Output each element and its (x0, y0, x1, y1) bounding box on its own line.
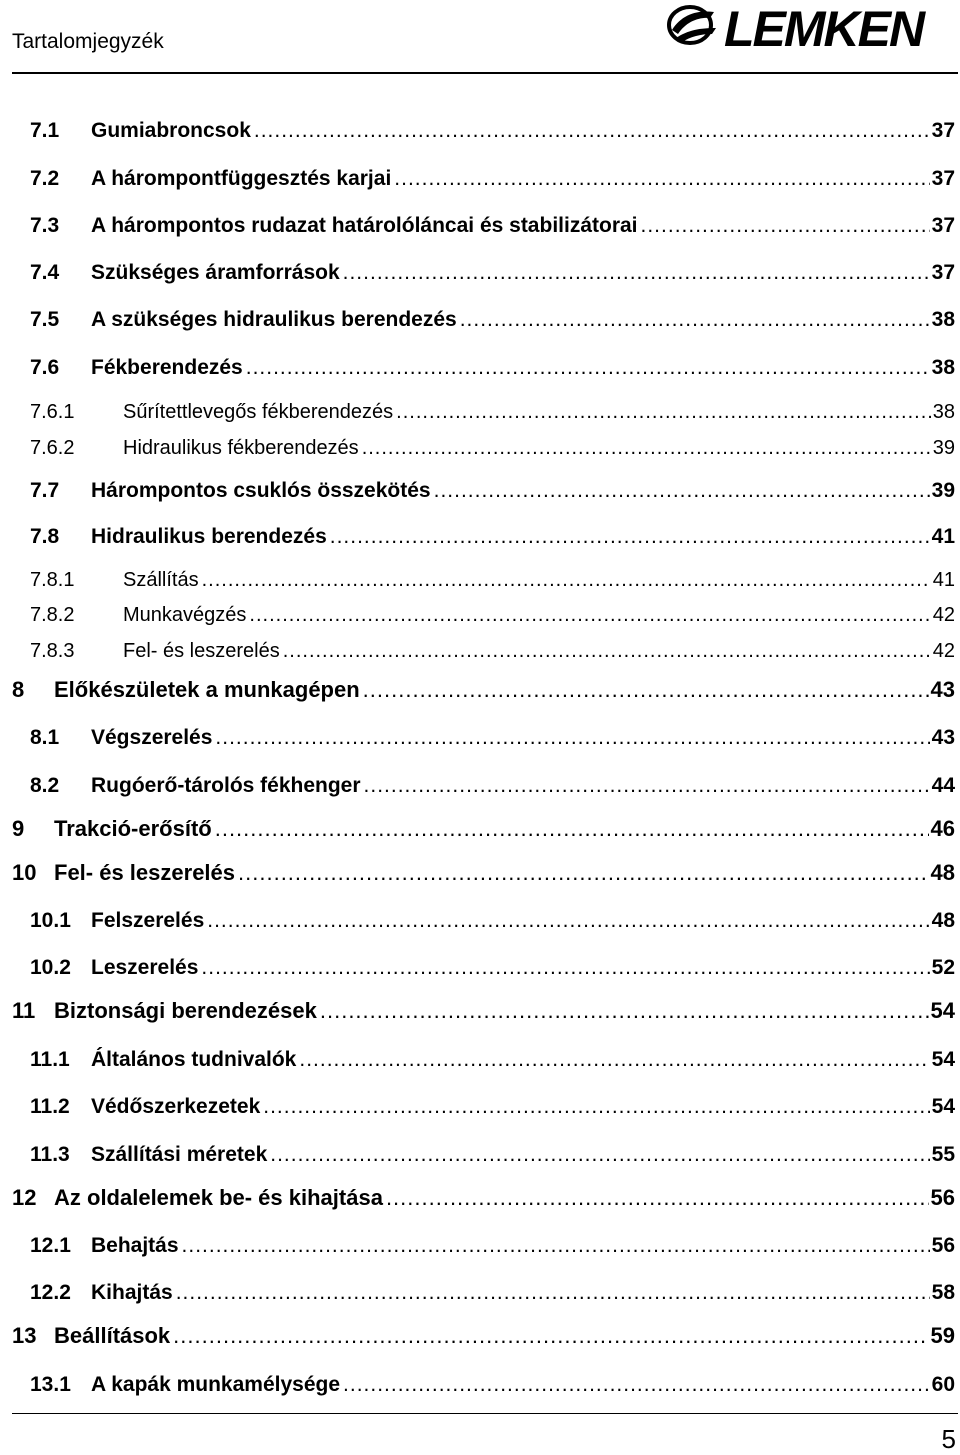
toc-entry-title: Fel- és leszerelés (54, 860, 236, 885)
toc-entry-page: 37 (931, 167, 955, 190)
toc-entry-title: Biztonsági berendezések (54, 998, 317, 1023)
toc-entry-number: 12.2 (30, 1281, 71, 1304)
page-header-title: Tartalomjegyzék (12, 30, 164, 53)
toc-entry-page: 43 (930, 677, 955, 702)
toc-entry-number: 9 (12, 816, 25, 841)
toc-entry-title: Felszerelés (91, 909, 205, 932)
toc-entry-title: Szállítási méretek (91, 1143, 268, 1166)
footer-divider (12, 1413, 958, 1414)
toc-dot-leader (201, 955, 929, 981)
toc-entry-title: Leszerelés (91, 956, 199, 979)
toc-dot-leader (270, 1142, 929, 1168)
toc-entry-page: 60 (931, 1373, 955, 1396)
toc-entry-number: 7.3 (30, 214, 60, 237)
toc-entry-title: Szükséges áramforrások (91, 261, 340, 284)
toc-entry-page: 37 (931, 214, 955, 237)
toc-entry-title: Általános tudnivalók (91, 1048, 297, 1071)
toc-entry-page: 52 (931, 956, 955, 979)
toc-entry-number: 11.2 (30, 1095, 70, 1118)
toc-entry-page: 56 (931, 1234, 955, 1257)
toc-dot-leader (246, 355, 930, 381)
toc-entry-number: 7.6.1 (30, 401, 75, 423)
toc-entry-title: Végszerelés (91, 726, 213, 749)
toc-dot-leader (254, 118, 930, 144)
toc-entry-title: A kapák munkamélysége (91, 1373, 341, 1396)
toc-entry-title: A szükséges hidraulikus berendezés (91, 308, 457, 331)
toc-dot-leader (386, 1185, 929, 1211)
toc-entry[interactable] (12, 1323, 955, 1349)
toc-entry-page: 54 (931, 1048, 955, 1071)
toc-entry-page: 48 (931, 909, 955, 932)
toc-entry-number: 7.8 (30, 525, 60, 548)
toc-entry-number: 10.2 (30, 956, 71, 979)
toc-entry[interactable] (30, 1233, 955, 1259)
toc-dot-leader (641, 213, 930, 239)
toc-entry-number: 13 (12, 1323, 37, 1348)
toc-entry[interactable] (30, 524, 955, 550)
toc-entry[interactable] (30, 567, 955, 593)
toc-dot-leader (215, 725, 929, 751)
page-number: 5 (941, 1424, 956, 1454)
toc-entry-title: Hidraulikus fékberendezés (123, 437, 359, 459)
toc-dot-leader (434, 478, 930, 504)
toc-dot-leader (215, 816, 929, 842)
toc-dot-leader (202, 567, 931, 593)
toc-entry-page: 55 (931, 1143, 955, 1166)
toc-dot-leader (173, 1323, 928, 1349)
toc-entry[interactable] (30, 773, 955, 799)
toc-entry-number: 7.7 (30, 479, 60, 502)
toc-entry-title: Hidraulikus berendezés (91, 525, 327, 548)
toc-entry-number: 8.2 (30, 774, 60, 797)
toc-entry-page: 56 (930, 1185, 955, 1210)
toc-entry[interactable] (30, 307, 955, 333)
toc-entry[interactable] (30, 478, 955, 504)
toc-entry[interactable] (30, 399, 955, 425)
toc-entry-number: 7.8.3 (30, 640, 75, 662)
toc-entry[interactable] (30, 213, 955, 239)
toc-entry[interactable] (30, 638, 955, 664)
toc-entry-number: 8.1 (30, 726, 60, 749)
toc-entry-title: Fel- és leszerelés (123, 640, 280, 662)
toc-dot-leader (238, 860, 929, 886)
toc-entry-title: A hárompontfüggesztés karjai (91, 167, 392, 190)
toc-entry-number: 7.8.2 (30, 604, 75, 626)
toc-dot-leader (330, 524, 930, 550)
toc-entry[interactable] (30, 260, 955, 286)
toc-entry-number: 10.1 (30, 909, 71, 932)
toc-dot-leader (263, 1094, 929, 1120)
toc-entry-number: 11.3 (30, 1143, 70, 1166)
toc-dot-leader (320, 998, 929, 1024)
toc-entry[interactable] (12, 677, 955, 703)
toc-dot-leader (176, 1280, 930, 1306)
toc-entry-number: 7.6 (30, 356, 60, 379)
toc-dot-leader (364, 773, 930, 799)
toc-entry-page: 39 (931, 479, 955, 502)
toc-entry-title: Hárompontos csuklós összekötés (91, 479, 431, 502)
toc-entry-number: 7.2 (30, 167, 60, 190)
toc-dot-leader (362, 435, 931, 461)
toc-entry-page: 46 (930, 816, 955, 841)
toc-dot-leader (182, 1233, 930, 1259)
toc-entry[interactable] (30, 1047, 955, 1073)
toc-entry-page: 42 (932, 640, 955, 662)
toc-entry-number: 12.1 (30, 1234, 71, 1257)
toc-entry[interactable] (30, 355, 955, 381)
toc-entry-title: Munkavégzés (123, 604, 247, 626)
toc-dot-leader (343, 1372, 930, 1398)
toc-entry-page: 43 (931, 726, 955, 749)
toc-entry-title: Behajtás (91, 1234, 179, 1257)
toc-entry-title: Kihajtás (91, 1281, 173, 1304)
toc-entry[interactable] (12, 998, 955, 1024)
toc-entry-title: Beállítások (54, 1323, 171, 1348)
toc-entry-title: Az oldalelemek be- és kihajtása (54, 1185, 383, 1210)
toc-dot-leader (396, 399, 931, 425)
toc-entry[interactable] (30, 908, 955, 934)
toc-entry-page: 54 (931, 1095, 955, 1118)
toc-entry-title: Sűrítettlevegős fékberendezés (123, 401, 394, 423)
toc-entry-number: 7.1 (30, 119, 60, 142)
toc-entry[interactable] (30, 166, 955, 192)
toc-entry-number: 7.5 (30, 308, 60, 331)
toc-entry-number: 11.1 (30, 1048, 70, 1071)
toc-entry-page: 38 (931, 356, 955, 379)
toc-entry[interactable] (30, 1280, 955, 1306)
toc-entry-page: 58 (931, 1281, 955, 1304)
toc-entry[interactable] (30, 435, 955, 461)
toc-entry-number: 11 (12, 998, 36, 1023)
logo-wordmark: LEMKEN (724, 1, 924, 56)
toc-entry-page: 44 (931, 774, 955, 797)
toc-entry-page: 54 (930, 998, 955, 1023)
toc-entry-number: 13.1 (30, 1373, 71, 1396)
toc-entry-number: 10 (12, 860, 37, 885)
toc-entry-page: 41 (932, 569, 955, 591)
toc-entry-page: 38 (932, 401, 955, 423)
toc-dot-leader (283, 638, 931, 664)
toc-dot-leader (363, 677, 929, 703)
toc-entry-page: 38 (931, 308, 955, 331)
toc-dot-leader (207, 908, 929, 934)
toc-entry-page: 41 (931, 525, 955, 548)
toc-entry[interactable] (12, 860, 955, 886)
toc-entry-page: 48 (930, 860, 955, 885)
toc-entry-title: Védőszerkezetek (91, 1095, 261, 1118)
toc-entry-title: Gumiabroncsok (91, 119, 251, 142)
toc-entry[interactable] (12, 816, 955, 842)
toc-entry[interactable] (30, 955, 955, 981)
toc-entry-title: Rugóerő-tárolós fékhenger (91, 774, 361, 797)
toc-entry-number: 12 (12, 1185, 37, 1210)
toc-entry[interactable] (30, 118, 955, 144)
toc-dot-leader (394, 166, 929, 192)
toc-entry-title: Fékberendezés (91, 356, 243, 379)
toc-entry-page: 37 (931, 261, 955, 284)
toc-entry-title: Szállítás (123, 569, 199, 591)
toc-entry[interactable] (30, 602, 955, 628)
toc-entry-number: 7.4 (30, 261, 60, 284)
toc-entry-page: 37 (931, 119, 955, 142)
toc-entry-page: 59 (930, 1323, 955, 1348)
toc-entry[interactable] (30, 1142, 955, 1168)
toc-entry-title: A hárompontos rudazat határolóláncai és stabilizátorai (91, 214, 638, 237)
toc-entry-page: 39 (932, 437, 955, 459)
toc-entry[interactable] (30, 1094, 955, 1120)
toc-entry[interactable] (30, 725, 955, 751)
toc-entry[interactable] (30, 1372, 955, 1398)
toc-entry-number: 7.6.2 (30, 437, 75, 459)
toc-entry-page: 42 (932, 604, 955, 626)
toc-entry-title: Trakció-erősítő (54, 816, 212, 841)
toc-dot-leader (299, 1047, 929, 1073)
toc-entry-number: 8 (12, 677, 25, 702)
toc-dot-leader (460, 307, 930, 333)
toc-entry[interactable] (12, 1185, 955, 1211)
toc-entry-title: Előkészületek a munkagépen (54, 677, 360, 702)
toc-dot-leader (249, 602, 930, 628)
toc-dot-leader (343, 260, 930, 286)
toc-entry-number: 7.8.1 (30, 569, 75, 591)
